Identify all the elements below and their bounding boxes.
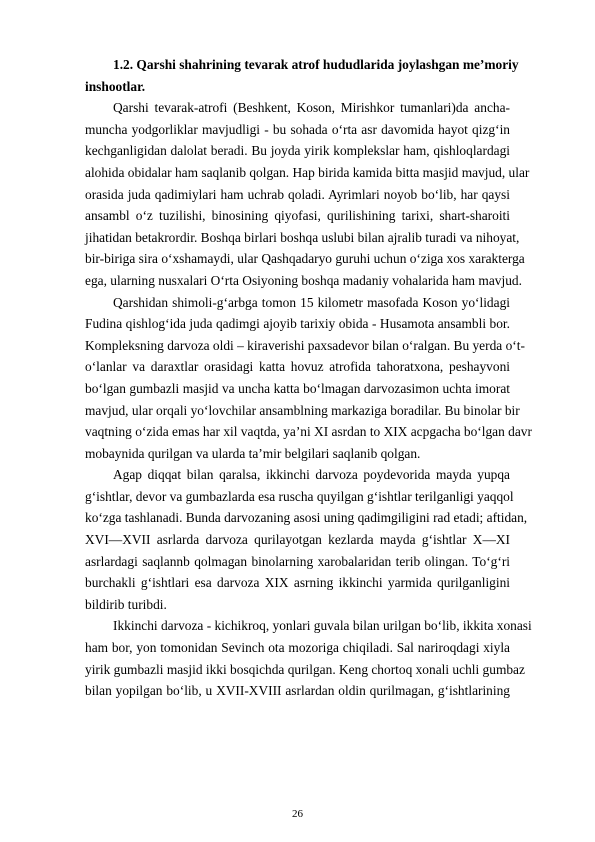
paragraph-line: alohida obidalar ham saqlanib qolgan. Hap birida kamida bitta masjid mavjud, ular (85, 164, 530, 180)
paragraph-line: Ikkinchi darvoza - kichikroq, yonlari guvala bilan urilgan bo‘lib, ikkita xonasi (113, 618, 532, 634)
paragraph-2 (85, 292, 532, 465)
paragraph-line: ko‘zga tashlanadi. Bunda darvozaning asosi uning qadimgiligini rad etadi; aftidan, (85, 510, 528, 526)
paragraph-line: jihatidan betakrordir. Boshqa birlari boshqa uslubi bilan ajralib turadi va nihoyat, (85, 229, 520, 245)
paragraph-line: ansambl o‘z tuzilishi, binosining qiyofasi, qurilishining tarixi, shart-sharoiti (85, 208, 510, 224)
heading-line: 1.2. Qarshi shahrining tevarak atrof hududlarida joylashgan me’moriy (113, 57, 519, 72)
paragraph-line: XVI—XVII asrlarda darvoza qurilayotgan kezlarda mayda g‘ishtlar X—XI (85, 532, 510, 548)
paragraph-3 (85, 464, 528, 615)
page-number: 26 (292, 808, 303, 820)
paragraph-line: ega, ularning nusxalari O‘rta Osiyoning boshqa madaniy vohalarida ham mavjud. (85, 272, 522, 288)
document-page (85, 54, 532, 702)
paragraph-4 (85, 615, 532, 701)
paragraph-line: o‘lanlar va daraxtlar orasidagi katta hovuz atrofida tahoratxona, peshayvoni (85, 359, 510, 375)
paragraph-line: bo‘lgan gumbazli masjid va uncha katta bo‘lmagan darvozasimon uchta imorat (85, 380, 510, 396)
paragraph-line: orasida juda qadimiylari ham uchrab qoladi. Ayrimlari noyob bo‘lib, har qaysi (85, 186, 510, 202)
paragraph-line: bildirib turibdi. (85, 596, 167, 612)
heading-line: inshootlar. (85, 78, 146, 94)
paragraph-line: Kompleksning darvoza oldi – kiraverishi paxsadevor bilan o‘ralgan. Bu yerda o‘t- (85, 337, 525, 353)
paragraph-line: muncha yodgorliklar mavjudligi - bu sohada o‘rta asr davomida hayot qizg‘in (85, 121, 510, 137)
paragraph-line: g‘ishtlar, devor va gumbazlarda esa ruscha quyilgan g‘ishtlar terilganligi yaqqol (85, 488, 514, 504)
paragraph-line: vaqtning o‘zida emas har xil vaqtda, ya’ni XI asrdan to XIX acpgacha bo‘lgan davr (85, 424, 532, 440)
paragraph-line: Qarshidan shimoli-g‘arbga tomon 15 kilometr masofada Koson yo‘lidagi (113, 294, 510, 310)
paragraph-1 (85, 97, 530, 291)
paragraph-line: mobaynida qurilgan va ularda ta’mir belgilari saqlanib qolgan. (85, 445, 421, 461)
paragraph-line: bir-biriga sira o‘xshamaydi, ular Qashqadaryo guruhi uchun o‘ziga xos xarakterga (85, 251, 525, 267)
paragraph-line: ham bor, yon tomonidan Sevinch ota mozoriga chiqiladi. Sal nariroqdagi xiyla (85, 640, 510, 656)
paragraph-line: yirik gumbazli masjid ikki bosqichda qurilgan. Keng chortoq xonali uchli gumbaz (85, 661, 525, 677)
paragraph-line: Agap diqqat bilan qaralsa, ikkinchi darvoza poydevorida mayda yupqa (113, 467, 510, 483)
paragraph-line: Qarshi tevarak-atrofi (Beshkent, Koson, Mirishkor tumanlari)da ancha- (113, 100, 510, 116)
paragraph-line: kechganligidan dalolat beradi. Bu joyda yirik komplekslar ham, qishloqlardagi (85, 143, 510, 159)
paragraph-line: burchakli g‘ishtlari esa darvoza XIX asrning ikkinchi yarmida qurilganligini (85, 575, 510, 591)
paragraph-line: mavjud, ular orqali yo‘lovchilar ansamblning markaziga boradilar. Bu binolar bir (85, 402, 520, 418)
section-heading (85, 54, 519, 97)
paragraph-line: Fudina qishlog‘ida juda qadimgi ajoyib tarixiy obida - Husamota ansambli bor. (85, 316, 510, 332)
paragraph-line: bilan yopilgan bo‘lib, u XVII-XVIII asrlardan oldin qurilmagan, g‘ishtlarining (85, 683, 510, 699)
paragraph-line: asrlardagi saqlannb qolmagan binolarning xarobalaridan terib olingan. To‘g‘ri (85, 553, 510, 569)
